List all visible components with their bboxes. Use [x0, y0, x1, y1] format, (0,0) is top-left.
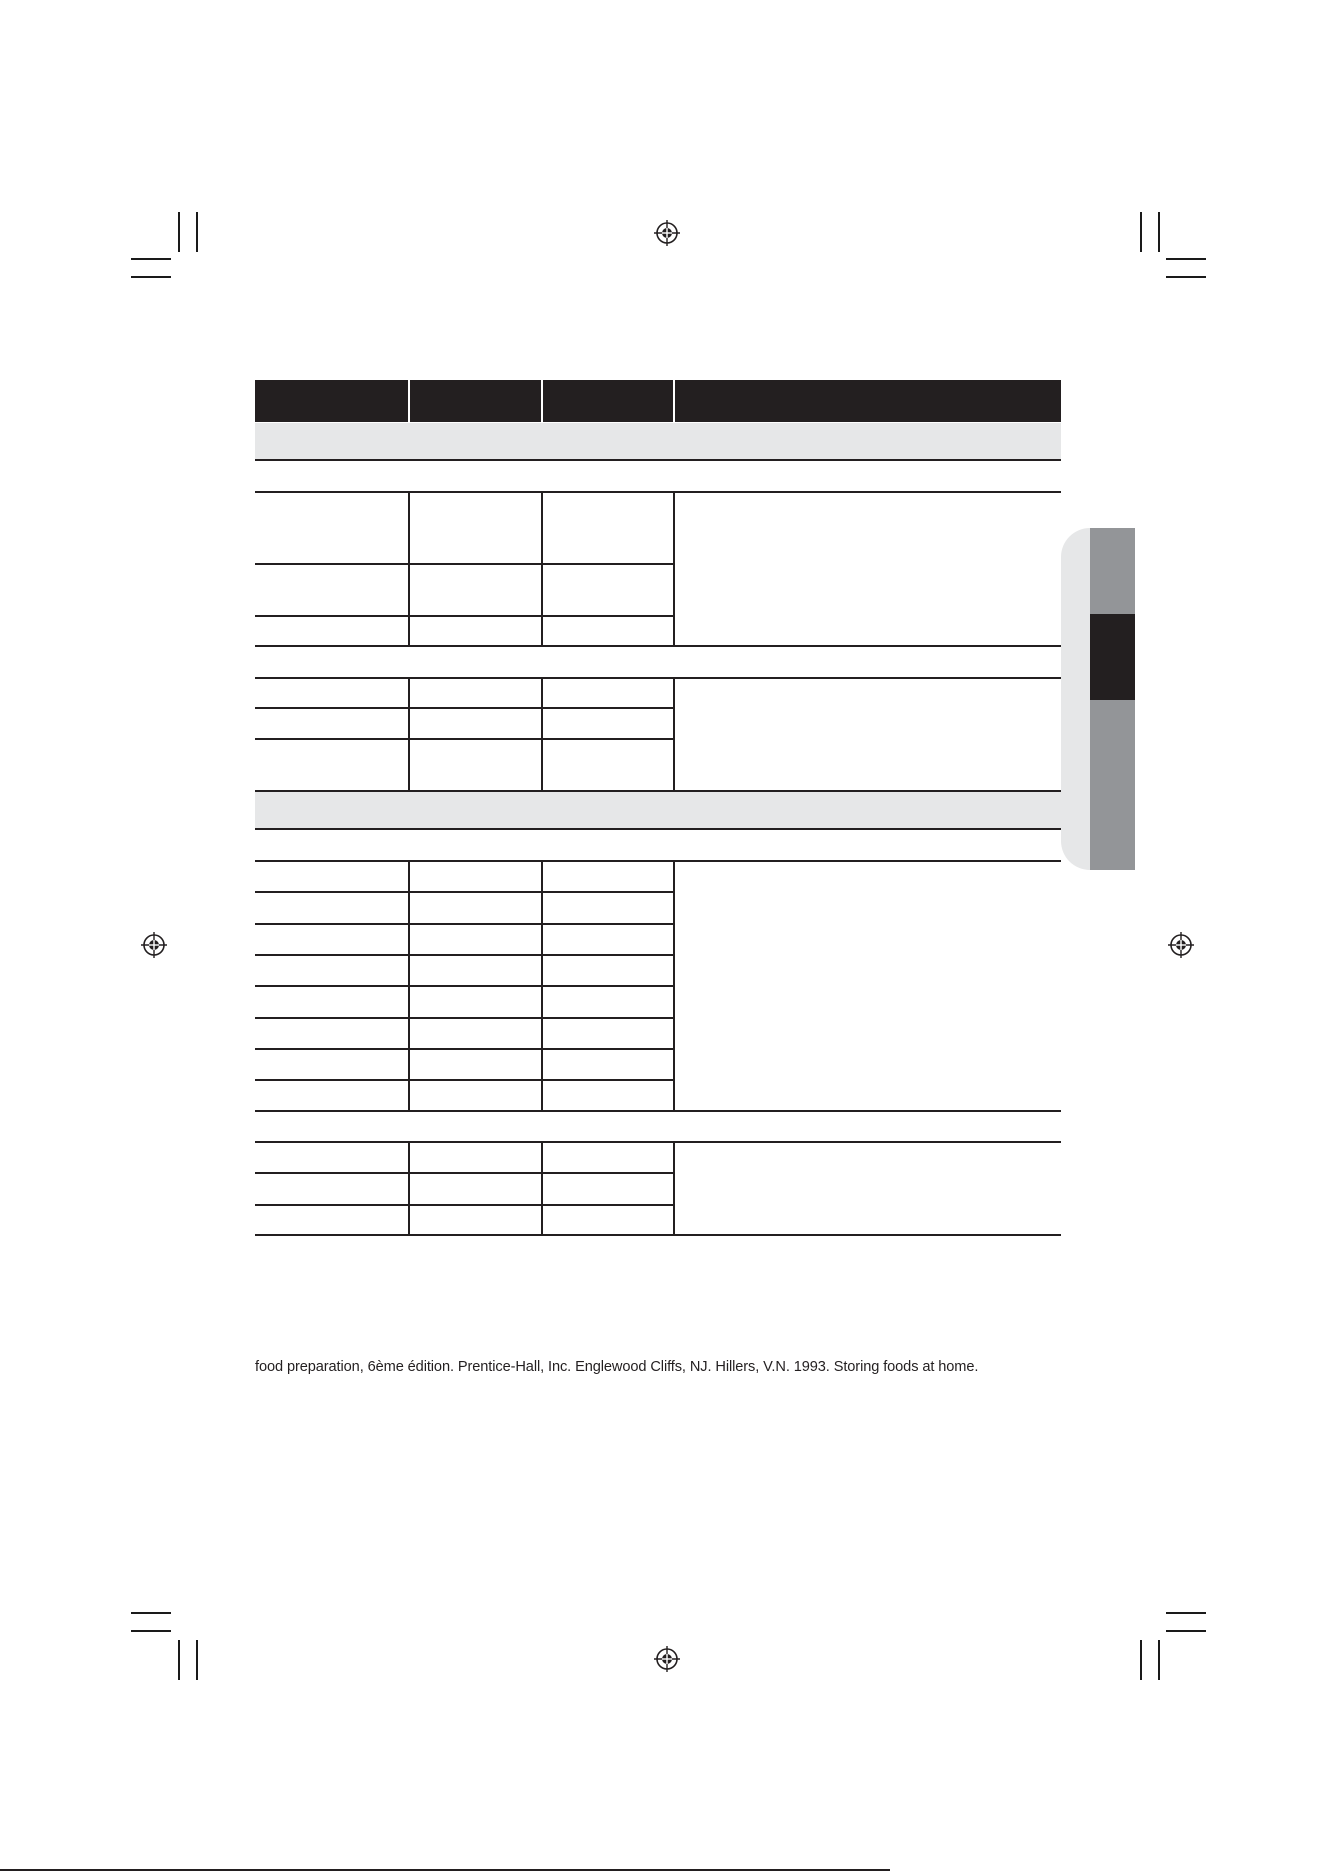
chapter-tab-segment: [1090, 528, 1135, 614]
column-divider: [673, 1141, 675, 1235]
table-row: [255, 1048, 674, 1050]
crop-mark-icon: [1140, 212, 1142, 252]
table-row: [255, 923, 674, 925]
crop-mark-icon: [1166, 1612, 1206, 1614]
column-divider: [673, 860, 675, 1110]
crop-mark-icon: [1158, 1640, 1160, 1680]
registration-mark-icon: [654, 220, 680, 246]
column-divider: [408, 491, 410, 645]
column-divider: [541, 491, 543, 645]
table-row: [255, 563, 674, 565]
chapter-tab-segment: [1090, 700, 1135, 870]
footer-rule: [0, 1869, 890, 1871]
column-divider: [408, 677, 410, 790]
registration-mark-icon: [141, 932, 167, 958]
crop-mark-icon: [178, 1640, 180, 1680]
table-row: [255, 1017, 674, 1019]
crop-mark-icon: [1166, 1630, 1206, 1632]
chapter-tab-base: [1061, 528, 1090, 870]
registration-mark-icon: [654, 1646, 680, 1672]
crop-mark-icon: [1166, 258, 1206, 260]
table-row: [255, 738, 674, 740]
table-divider: [255, 1141, 1061, 1143]
table-divider: [255, 1110, 1061, 1112]
column-divider: [673, 677, 675, 790]
column-divider: [541, 677, 543, 790]
crop-mark-icon: [1166, 276, 1206, 278]
table-row: [255, 954, 674, 956]
table-divider: [255, 677, 1061, 679]
registration-mark-icon: [1168, 932, 1194, 958]
table-row: [255, 891, 674, 893]
table-divider: [255, 491, 1061, 493]
table-divider: [255, 828, 1061, 830]
table-row: [255, 615, 674, 617]
table-divider: [255, 459, 1061, 461]
reference-text: food preparation, 6ème édition. Prentice-Hall, Inc. Englewood Cliffs, NJ. Hillers, V.N. 1993. Storing foods at home.: [255, 1359, 979, 1375]
crop-mark-icon: [196, 1640, 198, 1680]
crop-mark-icon: [131, 1612, 171, 1614]
table-header: [255, 380, 1061, 422]
crop-mark-icon: [178, 212, 180, 252]
column-divider: [541, 860, 543, 1110]
table-row: [255, 985, 674, 987]
table-row: [255, 707, 674, 709]
crop-mark-icon: [1158, 212, 1160, 252]
crop-mark-icon: [1140, 1640, 1142, 1680]
chapter-tab-active: [1090, 614, 1135, 700]
table-bottom-border: [255, 1234, 1061, 1236]
table-row: [255, 1172, 674, 1174]
crop-mark-icon: [131, 1630, 171, 1632]
table-divider: [255, 645, 1061, 647]
column-divider: [408, 1141, 410, 1235]
column-divider: [541, 1141, 543, 1235]
column-divider: [673, 491, 675, 645]
crop-mark-icon: [131, 276, 171, 278]
crop-mark-icon: [196, 212, 198, 252]
table-row: [255, 1204, 674, 1206]
column-divider: [408, 860, 410, 1110]
table-row: [255, 1079, 674, 1081]
section-band: [255, 423, 1061, 459]
section-band: [255, 792, 1061, 828]
crop-mark-icon: [131, 258, 171, 260]
table-divider: [255, 860, 1061, 862]
